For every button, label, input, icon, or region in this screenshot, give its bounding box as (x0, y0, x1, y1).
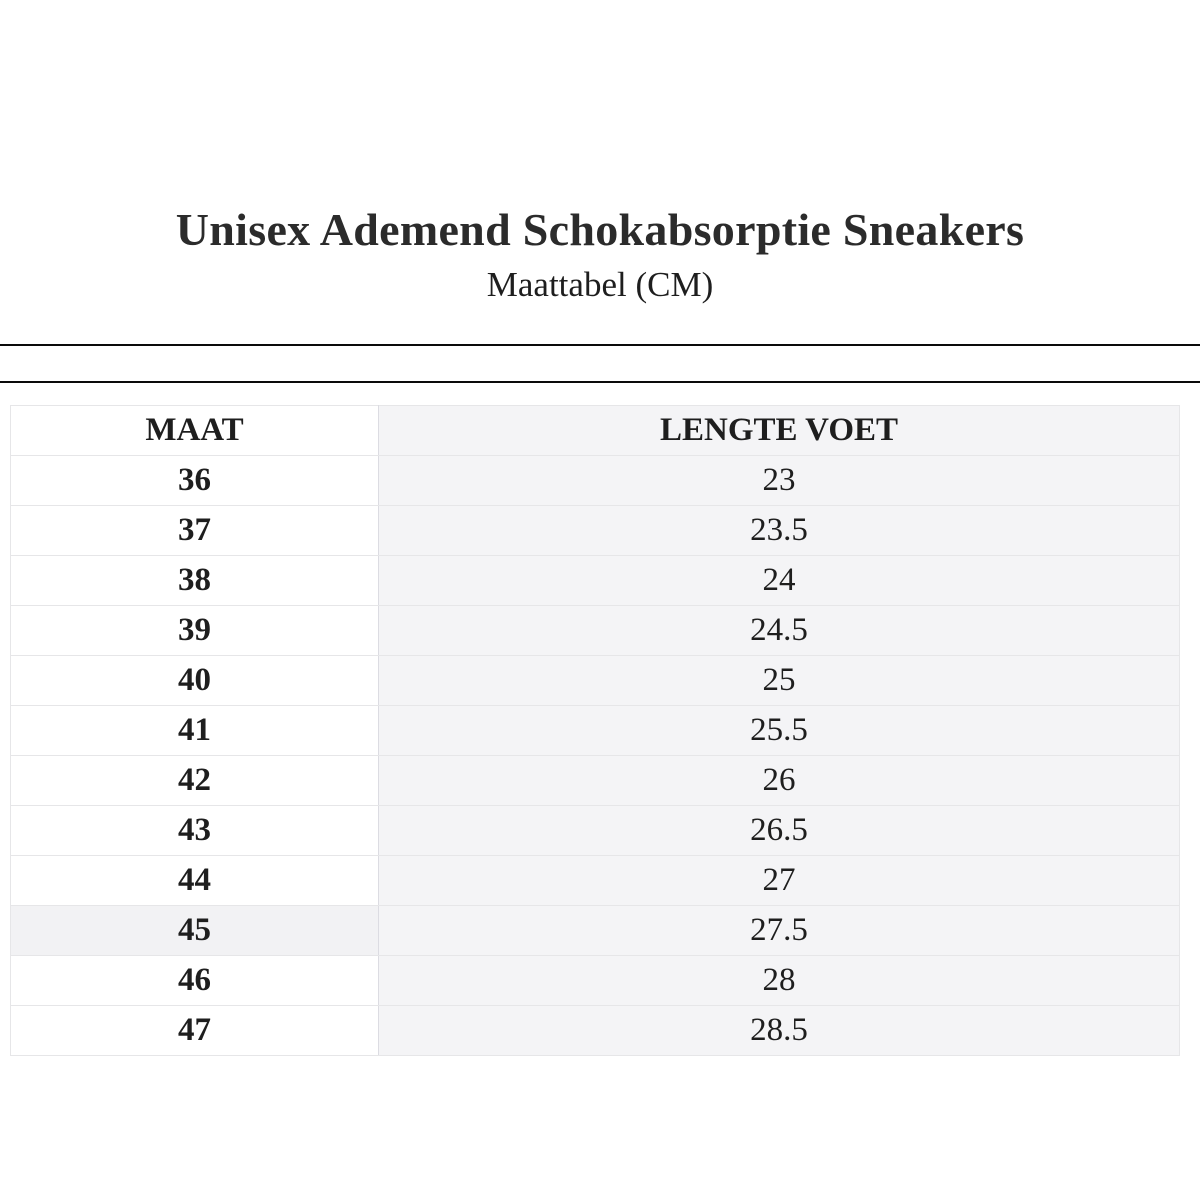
size-table-body (11, 456, 1180, 1056)
lengte-voet-cell: 27 (379, 856, 1180, 906)
maat-cell: 37 (11, 506, 379, 556)
table-row (11, 856, 1180, 906)
table-row (11, 456, 1180, 506)
lengte-voet-cell: 26 (379, 756, 1180, 806)
table-row (11, 656, 1180, 706)
maat-cell: 47 (11, 1006, 379, 1056)
maat-cell: 42 (11, 756, 379, 806)
table-row (11, 756, 1180, 806)
table-row (11, 906, 1180, 956)
maat-cell: 44 (11, 856, 379, 906)
maat-cell: 41 (11, 706, 379, 756)
lengte-voet-cell: 25 (379, 656, 1180, 706)
table-row (11, 556, 1180, 606)
table-row (11, 806, 1180, 856)
table-row (11, 606, 1180, 656)
maat-cell: 43 (11, 806, 379, 856)
lengte-voet-cell: 28 (379, 956, 1180, 1006)
divider-line-bottom (0, 381, 1200, 383)
table-row (11, 706, 1180, 756)
page-subtitle: Maattabel (CM) (486, 265, 714, 304)
maat-cell: 36 (11, 456, 379, 506)
lengte-voet-cell: 23 (379, 456, 1180, 506)
lengte-voet-cell: 25.5 (379, 706, 1180, 756)
table-row (11, 1006, 1180, 1056)
lengte-voet-cell: 28.5 (379, 1006, 1180, 1056)
size-table (10, 405, 1180, 1056)
maat-cell: 46 (11, 956, 379, 1006)
maat-cell: 38 (11, 556, 379, 606)
column-header-lengte-voet: LENGTE VOET (379, 406, 1180, 456)
maat-cell: 39 (11, 606, 379, 656)
maat-cell: 45 (11, 906, 379, 956)
column-header-maat: MAAT (11, 406, 379, 456)
table-row (11, 506, 1180, 556)
lengte-voet-cell: 26.5 (379, 806, 1180, 856)
maat-cell: 40 (11, 656, 379, 706)
lengte-voet-cell: 23.5 (379, 506, 1180, 556)
page-title: Unisex Ademend Schokabsorptie Sneakers (175, 204, 1025, 255)
lengte-voet-cell: 27.5 (379, 906, 1180, 956)
table-header-row (11, 406, 1180, 456)
table-row (11, 956, 1180, 1006)
lengte-voet-cell: 24 (379, 556, 1180, 606)
lengte-voet-cell: 24.5 (379, 606, 1180, 656)
divider-line-top (0, 344, 1200, 346)
